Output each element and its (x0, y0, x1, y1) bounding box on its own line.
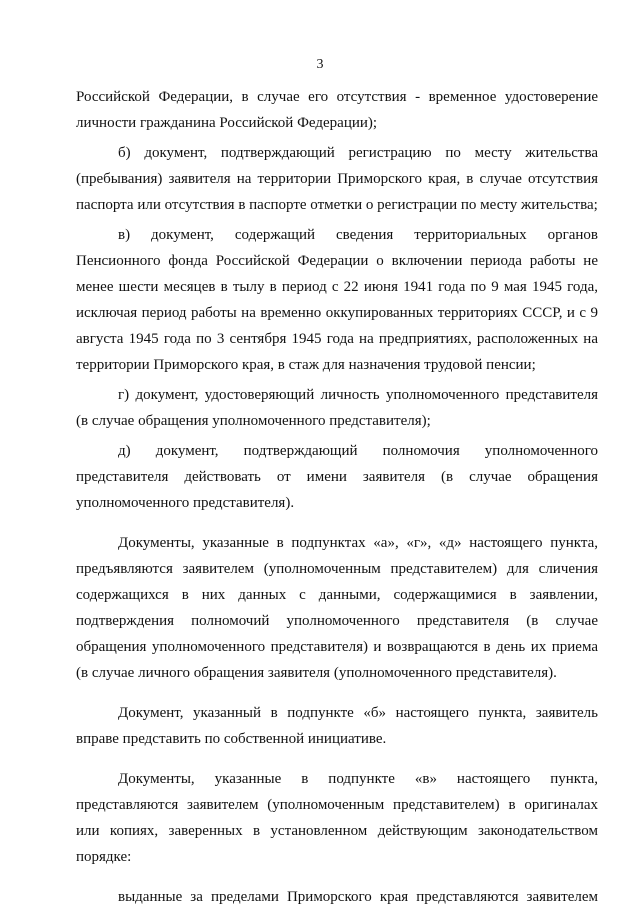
paragraph-continuation: Российской Федерации, в случае его отсутствия - временное удостоверение личности гражданина Российской Федерации); (76, 89, 598, 131)
paragraph-document-b: Документ, указанный в подпункте «б» настоящего пункта, заявитель вправе представить по собственной инициативе. (76, 705, 598, 747)
document-body (76, 84, 598, 910)
page-number: 3 (316, 57, 324, 72)
paragraph-issued-outside: выданные за пределами Приморского края представляются заявителем (118, 889, 598, 905)
paragraph-item-v: в) документ, содержащий сведения территориальных органов Пенсионного фонда Российской Федерации о включении периода работы не менее шести месяцев в тылу в период с 22 июня 1941 года по 9 мая 1945 года, исключая период работы на временно оккупированных территориях СССР, и с 9 августа 1945 года по 3 сентября 1945 года на предприятиях, расположенных на территории Приморского края, в стаж для назначения трудовой пенсии; (76, 227, 598, 373)
paragraph-documents-v: Документы, указанные в подпункте «в» настоящего пункта, представляются заявителем (уполномоченным представителем) в оригиналах или копиях, заверенных в установленном действующим законодательством порядке: (76, 771, 598, 865)
paragraph-item-g: г) документ, удостоверяющий личность уполномоченного представителя (в случае обращения уполномоченного представителя); (76, 387, 598, 429)
paragraph-item-d: д) документ, подтверждающий полномочия уполномоченного представителя действовать от имени заявителя (в случае обращения уполномоченного представителя). (76, 443, 598, 511)
paragraph-item-b: б) документ, подтверждающий регистрацию по месту жительства (пребывания) заявителя на территории Приморского края, в случае отсутствия паспорта или отсутствия в паспорте отметки о регистрации по месту жительства; (76, 145, 598, 213)
paragraph-documents-a-g-d: Документы, указанные в подпунктах «а», «г», «д» настоящего пункта, предъявляются заявителем (уполномоченным представителем) для сличения содержащихся в них данных с данными, содержащимися в заявлении, подтверждения полномочий уполномоченного представителя (в случае обращения уполномоченного представителя) и возвращаются в день их приема (в случае личного обращения заявителя (уполномоченного представителя). (76, 535, 598, 681)
